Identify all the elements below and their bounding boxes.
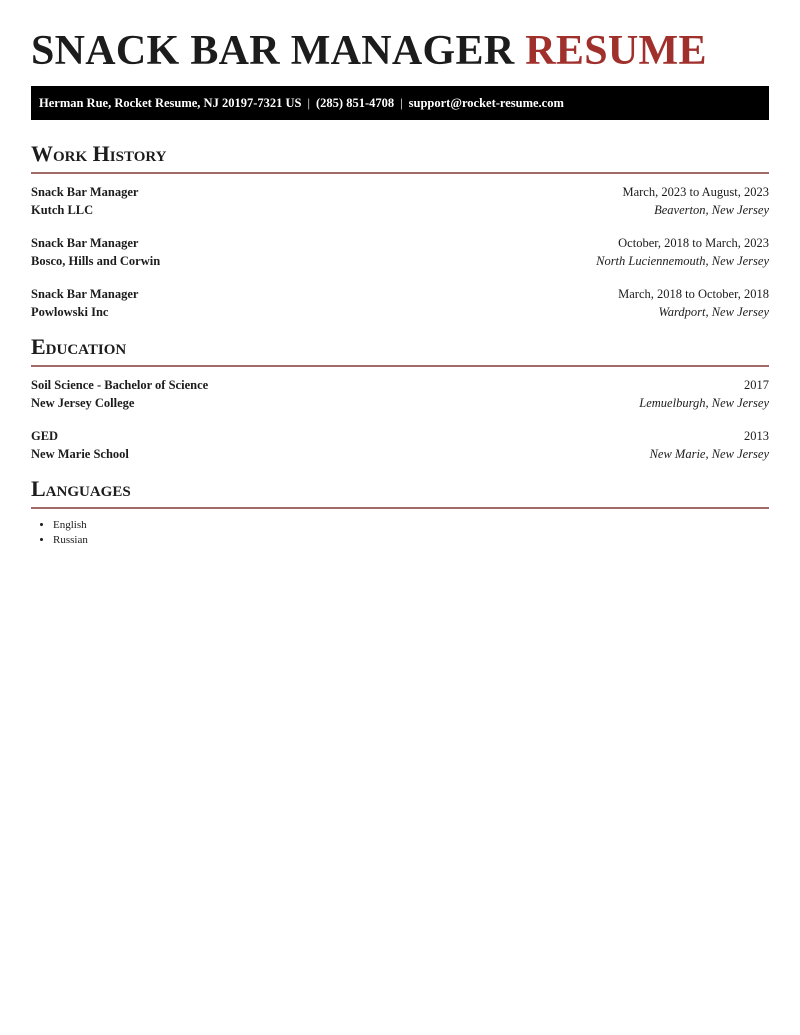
language-item: • English <box>53 518 769 533</box>
education-entry <box>31 376 769 412</box>
work-history-heading: Work History <box>31 141 167 166</box>
company-name: Kutch LLC <box>31 203 94 217</box>
title-main: SNACK BAR MANAGER <box>31 28 515 74</box>
language-item: • Russian <box>53 533 769 548</box>
job-location: Beaverton, New Jersey <box>654 203 769 217</box>
work-history-section <box>31 142 769 321</box>
section-divider <box>31 507 769 509</box>
job-location: North Luciennemouth, New Jersey <box>596 254 769 268</box>
resume-title <box>31 0 769 74</box>
job-title: Snack Bar Manager <box>31 185 139 199</box>
languages-list <box>31 518 769 547</box>
education-entry <box>31 427 769 463</box>
languages-section <box>31 477 769 547</box>
company-name: Powlowski Inc <box>31 305 109 319</box>
contact-separator: | <box>400 96 403 110</box>
title-accent: RESUME <box>525 28 707 74</box>
work-entry <box>31 183 769 219</box>
work-entry <box>31 285 769 321</box>
school-name: New Jersey College <box>31 396 135 410</box>
job-dates: October, 2018 to March, 2023 <box>618 236 769 250</box>
contact-separator: | <box>307 96 310 110</box>
job-title: Snack Bar Manager <box>31 236 139 250</box>
education-section <box>31 335 769 463</box>
work-entry <box>31 234 769 270</box>
section-divider <box>31 365 769 367</box>
job-title: Snack Bar Manager <box>31 287 139 301</box>
school-location: Lemuelburgh, New Jersey <box>639 396 769 410</box>
company-name: Bosco, Hills and Corwin <box>31 254 161 268</box>
graduation-year: 2013 <box>744 429 769 443</box>
education-heading: Education <box>31 334 127 359</box>
contact-address: Herman Rue, Rocket Resume, NJ 20197-7321 US <box>39 96 302 110</box>
job-location: Wardport, New Jersey <box>658 305 769 319</box>
languages-heading: Languages <box>31 476 131 501</box>
graduation-year: 2017 <box>744 378 769 392</box>
contact-email: support@rocket-resume.com <box>408 96 564 110</box>
school-location: New Marie, New Jersey <box>649 447 769 461</box>
contact-bar <box>31 86 769 120</box>
school-name: New Marie School <box>31 447 129 461</box>
job-dates: March, 2018 to October, 2018 <box>618 287 769 301</box>
degree-name: GED <box>31 429 59 443</box>
job-dates: March, 2023 to August, 2023 <box>622 185 769 199</box>
contact-phone: (285) 851-4708 <box>316 96 395 110</box>
degree-name: Soil Science - Bachelor of Science <box>31 378 209 392</box>
section-divider <box>31 172 769 174</box>
